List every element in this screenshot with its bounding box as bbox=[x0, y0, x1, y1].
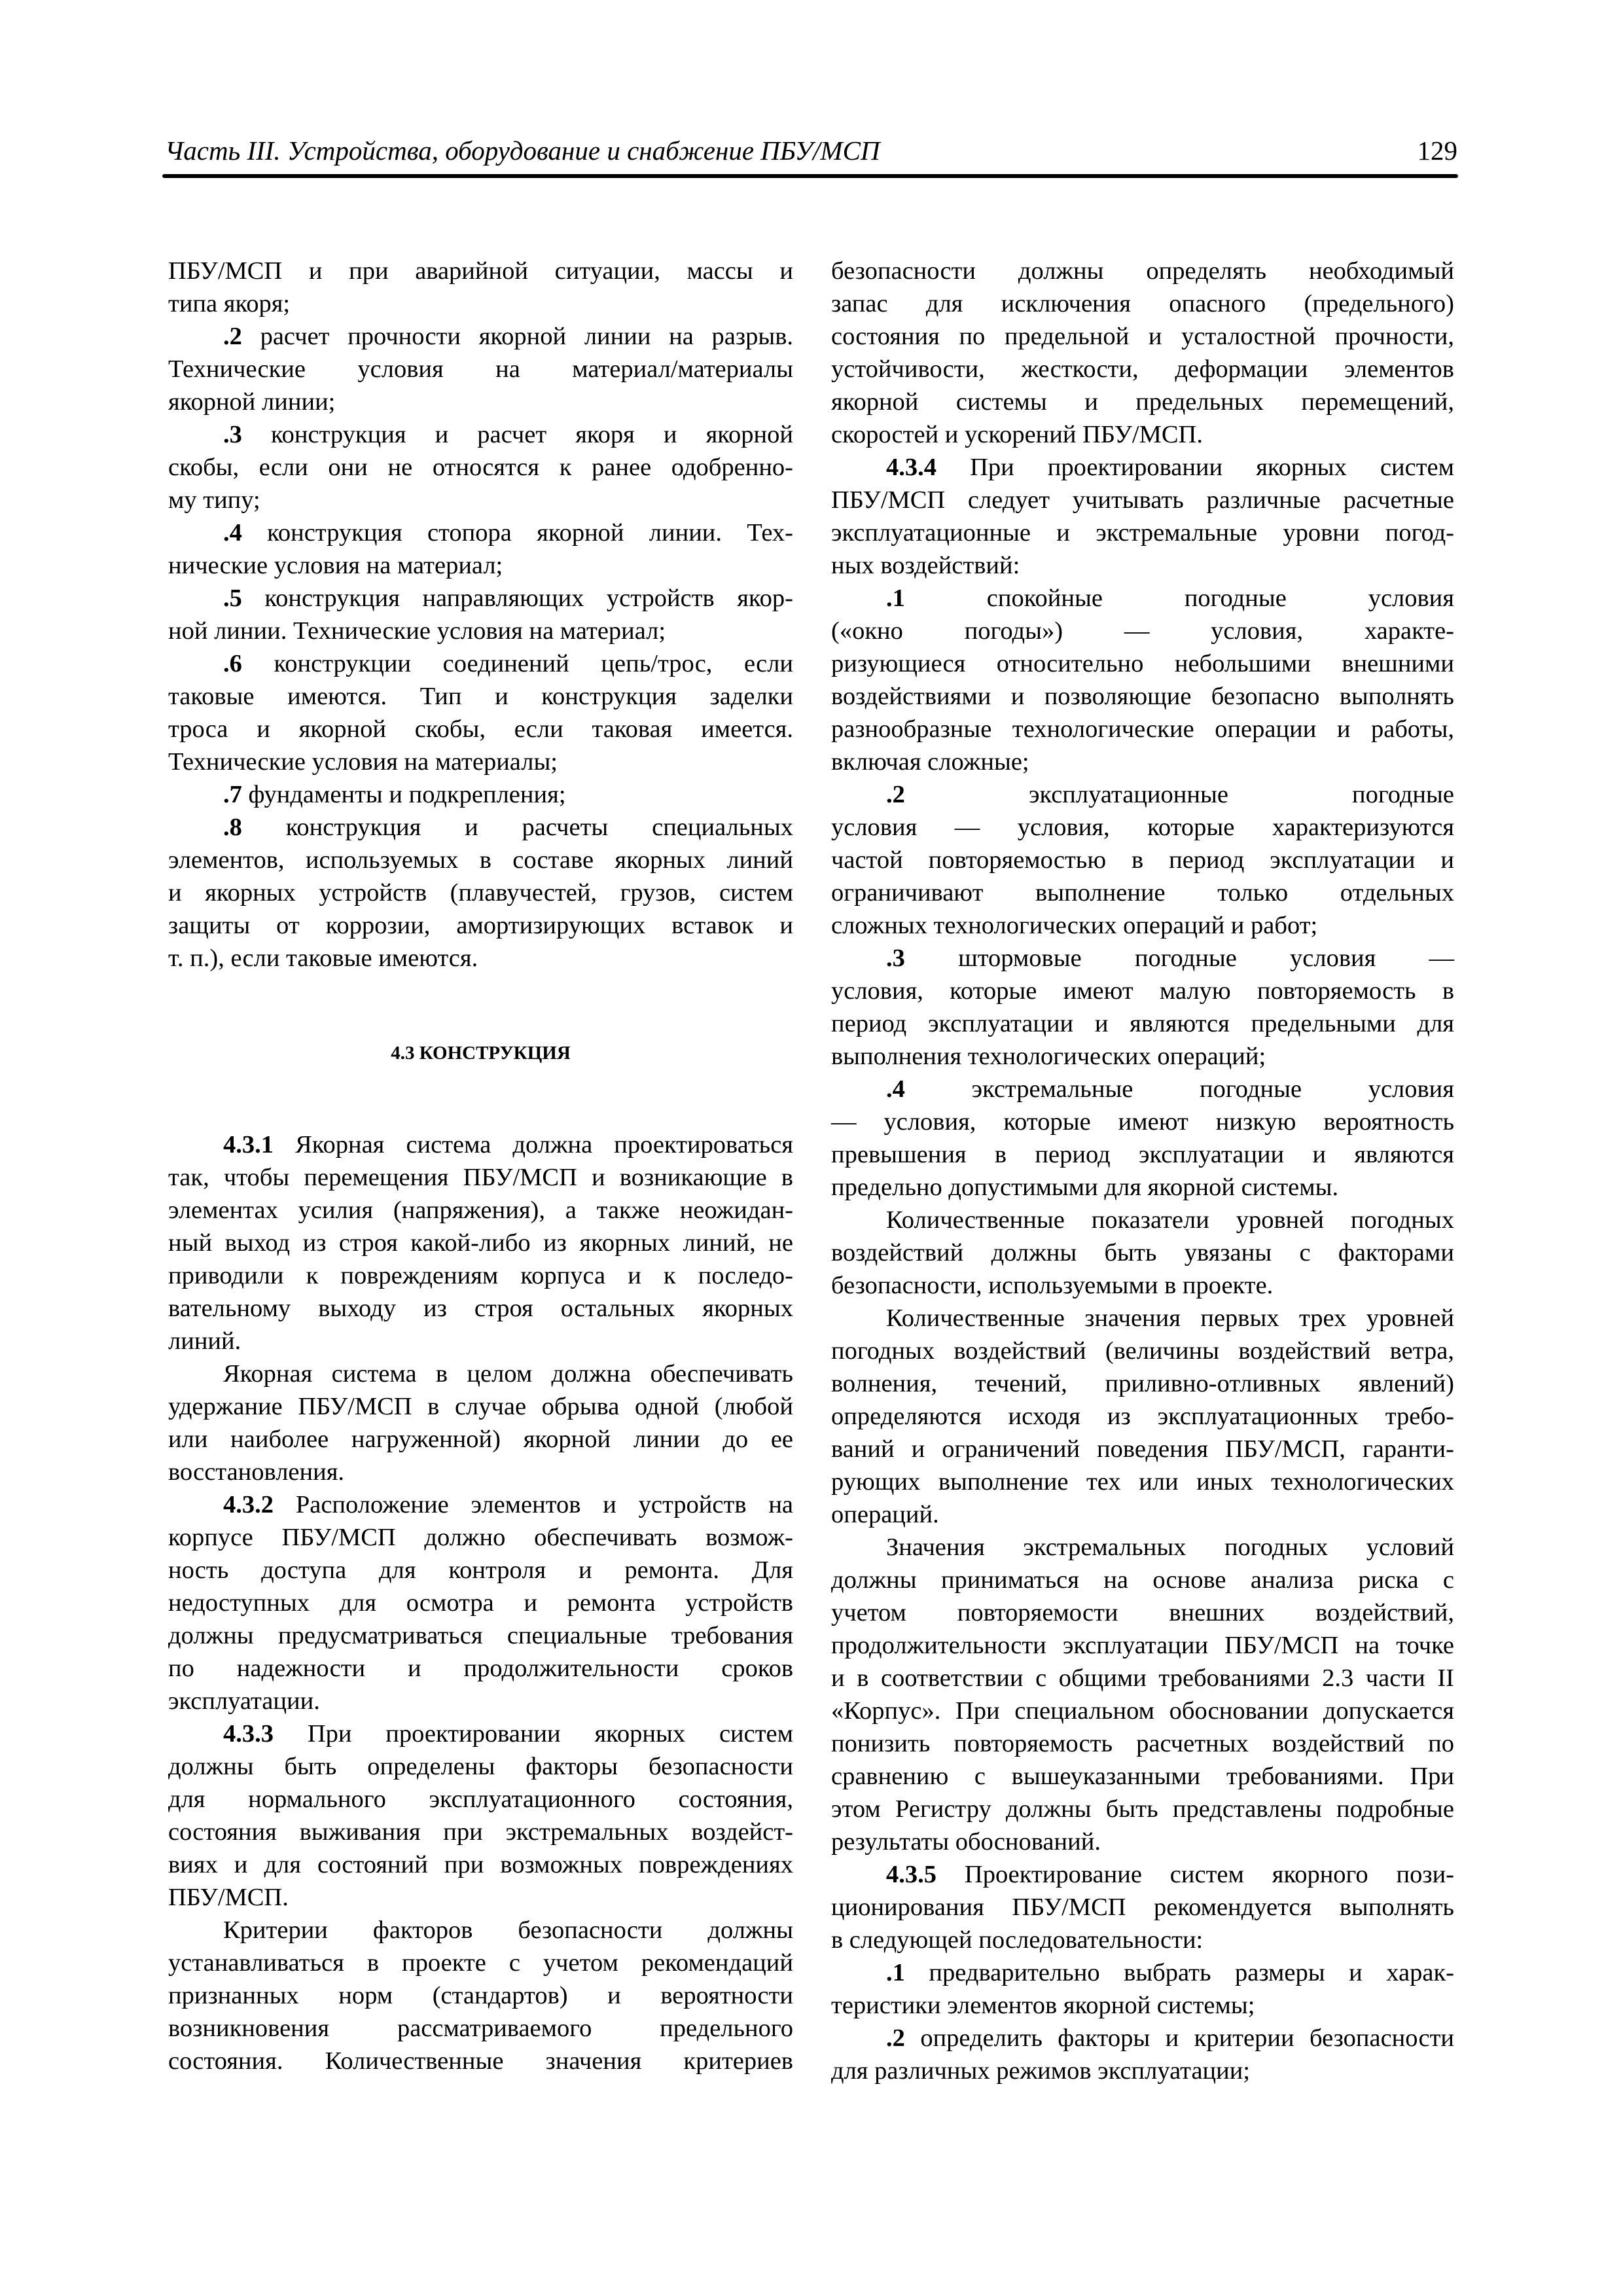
line-text: элементах усилия (напряжения), а также неожидан- bbox=[168, 1196, 793, 1224]
line-text: Значения экстремальных погодных условий bbox=[886, 1534, 1454, 1561]
line-text: состояния по предельной и усталостной прочности, bbox=[831, 323, 1454, 350]
text-line bbox=[831, 615, 1454, 647]
line-text: эксплуатации. bbox=[168, 1687, 320, 1715]
text-line bbox=[831, 647, 1454, 680]
text-line bbox=[831, 680, 1454, 713]
numbered-paragraph bbox=[168, 647, 793, 778]
text-line bbox=[168, 1194, 793, 1227]
text-line bbox=[168, 1554, 793, 1587]
right-column bbox=[831, 255, 1454, 2087]
paragraph bbox=[168, 255, 793, 320]
line-text: Количественные показатели уровней погодных bbox=[886, 1206, 1454, 1234]
text-line bbox=[168, 386, 793, 418]
numbered-paragraph bbox=[831, 1073, 1454, 1204]
line-text: — условия, которые имеют низкую вероятность bbox=[831, 1108, 1454, 1136]
text-line bbox=[831, 1171, 1454, 1204]
line-text: частой повторяемостью в период эксплуатации и bbox=[831, 846, 1454, 874]
numbered-paragraph bbox=[168, 1488, 793, 1717]
line-text: определяются исходя из эксплуатационных требо- bbox=[831, 1403, 1454, 1430]
line-text: ПБУ/МСП. bbox=[168, 1884, 289, 1911]
numbered-paragraph bbox=[831, 942, 1454, 1073]
text-line bbox=[168, 1423, 793, 1456]
line-text: эксплуатационные погодные bbox=[1028, 781, 1454, 808]
line-text: вательному выходу из строя остальных якорных bbox=[168, 1295, 793, 1322]
text-line bbox=[168, 1816, 793, 1848]
text-line bbox=[831, 1629, 1454, 1662]
text-line bbox=[168, 1488, 793, 1521]
text-line bbox=[831, 1465, 1454, 1498]
line-text: разнообразные технологические операции и работы, bbox=[831, 715, 1454, 743]
text-line bbox=[831, 844, 1454, 876]
line-text: защиты от коррозии, амортизирующих вставок и bbox=[168, 912, 793, 939]
line-text: троса и якорной скобы, если таковая имеется. bbox=[168, 715, 793, 743]
text-line bbox=[168, 1979, 793, 2012]
text-line bbox=[831, 1236, 1454, 1269]
paragraph bbox=[831, 1204, 1454, 1302]
clause-number: .2 bbox=[886, 2024, 905, 2052]
text-line bbox=[168, 1914, 793, 1946]
line-text: скоростей и ускорений ПБУ/МСП. bbox=[831, 421, 1203, 448]
line-text: элементов, используемых в составе якорных линий bbox=[168, 846, 793, 874]
paragraph bbox=[831, 255, 1454, 451]
text-line bbox=[831, 451, 1454, 484]
line-text: устанавливаться в проекте с учетом рекомендаций bbox=[168, 1949, 793, 1977]
line-text: этом Регистру должны быть представлены подробные bbox=[831, 1795, 1454, 1823]
line-text: конструкция стопора якорной линии. Тех- bbox=[267, 519, 793, 547]
clause-number: .5 bbox=[223, 584, 242, 612]
text-line bbox=[168, 418, 793, 451]
clause-number: .3 bbox=[886, 944, 905, 972]
line-text: теристики элементов якорной системы; bbox=[831, 1992, 1255, 2019]
text-line bbox=[168, 1750, 793, 1783]
line-text: понизить повторяемость расчетных воздействий по bbox=[831, 1730, 1454, 1757]
numbered-paragraph bbox=[168, 418, 793, 516]
text-line bbox=[168, 1357, 793, 1390]
line-text: («окно погоды») — условия, характе- bbox=[831, 617, 1454, 645]
left-column bbox=[168, 255, 793, 2077]
line-text: продолжительности эксплуатации ПБУ/МСП на точке bbox=[831, 1632, 1454, 1659]
text-line bbox=[168, 320, 793, 353]
line-text: и в соответствии с общими требованиями 2.3 части II bbox=[831, 1664, 1454, 1692]
text-line bbox=[168, 1456, 793, 1488]
numbered-paragraph bbox=[168, 1717, 793, 1914]
text-line bbox=[831, 353, 1454, 386]
line-text: учетом повторяемости внешних воздействий, bbox=[831, 1599, 1454, 1626]
line-text: конструкция и расчеты специальных bbox=[285, 814, 794, 841]
text-line bbox=[831, 1367, 1454, 1400]
numbered-paragraph bbox=[168, 516, 793, 582]
text-line bbox=[168, 1128, 793, 1161]
numbered-paragraph bbox=[831, 1858, 1454, 1956]
text-line bbox=[831, 2054, 1454, 2087]
line-text: виях и для состояний при возможных повреждениях bbox=[168, 1851, 793, 1878]
line-text: расчет прочности якорной линии на разрыв. bbox=[260, 323, 793, 350]
text-line bbox=[831, 1662, 1454, 1695]
text-line bbox=[168, 615, 793, 647]
text-line bbox=[831, 2022, 1454, 2054]
line-text: экстремальные погодные условия bbox=[971, 1075, 1454, 1103]
clause-number: .4 bbox=[886, 1075, 905, 1103]
text-line bbox=[168, 516, 793, 549]
paragraph bbox=[168, 1357, 793, 1488]
text-line bbox=[831, 713, 1454, 745]
line-text: выполнения технологических операций; bbox=[831, 1043, 1266, 1070]
text-line bbox=[831, 1760, 1454, 1793]
line-text: недоступных для осмотра и ремонта устройств bbox=[168, 1589, 793, 1617]
line-text: нические условия на материал; bbox=[168, 552, 503, 579]
line-text: восстановления. bbox=[168, 1458, 345, 1486]
line-text: ных воздействий: bbox=[831, 552, 1020, 579]
text-line bbox=[168, 1161, 793, 1194]
text-line bbox=[168, 451, 793, 484]
clause-number: .1 bbox=[886, 1959, 905, 1986]
line-text: условия, которые имеют малую повторяемость в bbox=[831, 977, 1454, 1005]
text-line bbox=[831, 484, 1454, 516]
text-line bbox=[831, 582, 1454, 615]
text-line bbox=[831, 1138, 1454, 1171]
line-text: ризующиеся относительно небольшими внешними bbox=[831, 650, 1454, 677]
line-text: приводили к повреждениям корпуса и к последо- bbox=[168, 1262, 793, 1289]
line-text: конструкция направляющих устройств якор- bbox=[264, 584, 793, 612]
text-line bbox=[168, 1259, 793, 1292]
text-line bbox=[831, 942, 1454, 975]
line-text: определить факторы и критерии безопасности bbox=[920, 2024, 1455, 2052]
line-text: фундаменты и подкрепления; bbox=[248, 781, 566, 808]
text-line bbox=[168, 811, 793, 844]
text-line bbox=[168, 1685, 793, 1717]
text-line bbox=[831, 418, 1454, 451]
text-line bbox=[831, 1564, 1454, 1596]
text-line bbox=[168, 255, 793, 287]
line-text: безопасности должны определять необходимый bbox=[831, 257, 1454, 285]
line-text: корпусе ПБУ/МСП должно обеспечивать возмож- bbox=[168, 1524, 793, 1551]
paragraph bbox=[831, 1531, 1454, 1858]
text-line bbox=[831, 1596, 1454, 1629]
numbered-paragraph bbox=[831, 451, 1454, 582]
line-text: При проектировании якорных систем bbox=[970, 454, 1454, 481]
line-text: должны приниматься на основе анализа риска с bbox=[831, 1566, 1454, 1594]
line-text: операций. bbox=[831, 1501, 939, 1528]
line-text: линий. bbox=[168, 1327, 241, 1355]
clause-number: 4.3.2 bbox=[223, 1491, 274, 1518]
text-line bbox=[168, 909, 793, 942]
line-text: для различных режимов эксплуатации; bbox=[831, 2057, 1251, 2085]
text-line bbox=[168, 1325, 793, 1357]
line-text: для нормального эксплуатационного состояния, bbox=[168, 1785, 793, 1813]
text-line bbox=[831, 386, 1454, 418]
line-text: и якорных устройств (плавучестей, грузов, систем bbox=[168, 879, 793, 906]
line-text: волнения, течений, приливно-отливных явлений) bbox=[831, 1370, 1454, 1397]
line-text: сложных технологических операций и работ; bbox=[831, 912, 1318, 939]
clause-number: 4.3.4 bbox=[886, 454, 936, 481]
line-text: должны предусматриваться специальные требования bbox=[168, 1622, 793, 1649]
line-text: по надежности и продолжительности сроков bbox=[168, 1655, 793, 1682]
text-line bbox=[168, 549, 793, 582]
text-line bbox=[168, 1881, 793, 1914]
numbered-paragraph bbox=[168, 778, 793, 811]
line-text: так, чтобы перемещения ПБУ/МСП и возникающие в bbox=[168, 1164, 793, 1191]
line-text: Якорная система должна проектироваться bbox=[295, 1131, 794, 1158]
text-line bbox=[831, 255, 1454, 287]
text-line bbox=[831, 1695, 1454, 1727]
line-text: ной линии. Технические условия на материал; bbox=[168, 617, 666, 645]
text-line bbox=[168, 353, 793, 386]
line-text: Расположение элементов и устройств на bbox=[295, 1491, 794, 1518]
text-line bbox=[168, 844, 793, 876]
page-number: 129 bbox=[1417, 135, 1457, 166]
text-line bbox=[831, 1989, 1454, 2022]
text-line bbox=[831, 1825, 1454, 1858]
text-line bbox=[168, 1521, 793, 1554]
numbered-paragraph bbox=[168, 582, 793, 647]
text-line bbox=[831, 1302, 1454, 1335]
text-line bbox=[831, 1793, 1454, 1825]
text-line bbox=[831, 876, 1454, 909]
line-text: Технические условия на материал/материалы bbox=[168, 355, 793, 383]
numbered-paragraph bbox=[168, 811, 793, 975]
line-text: «Корпус». При специальном обосновании допускается bbox=[831, 1697, 1454, 1725]
text-line bbox=[831, 745, 1454, 778]
line-text: Критерии факторов безопасности должны bbox=[223, 1916, 793, 1944]
line-text: му типу; bbox=[168, 486, 260, 514]
text-line bbox=[168, 484, 793, 516]
running-header bbox=[165, 135, 1457, 168]
text-line bbox=[831, 1858, 1454, 1891]
numbered-paragraph bbox=[831, 2022, 1454, 2087]
line-text: погодных воздействий (величины воздействий ветра, bbox=[831, 1337, 1454, 1365]
line-text: предельно допустимыми для якорной системы. bbox=[831, 1174, 1339, 1201]
line-text: Проектирование систем якорного пози- bbox=[964, 1861, 1455, 1888]
clause-number: .6 bbox=[223, 650, 242, 677]
clause-number: 4.3.5 bbox=[886, 1861, 936, 1888]
text-line bbox=[168, 287, 793, 320]
line-text: состояния выживания при экстремальных воздейст- bbox=[168, 1818, 793, 1846]
line-text: удержание ПБУ/МСП в случае обрыва одной (любой bbox=[168, 1393, 793, 1420]
line-text: штормовые погодные условия — bbox=[958, 944, 1454, 972]
line-text: рующих выполнение тех или иных технологических bbox=[831, 1468, 1454, 1496]
line-text: ный выход из строя какой-либо из якорных линий, не bbox=[168, 1229, 793, 1257]
line-text: результаты обоснований. bbox=[831, 1828, 1101, 1856]
line-text: предварительно выбрать размеры и харак- bbox=[929, 1959, 1454, 1986]
header-rule bbox=[162, 174, 1458, 178]
text-line bbox=[168, 2012, 793, 2045]
line-text: признанных норм (стандартов) и вероятности bbox=[168, 1982, 793, 2009]
line-text: ваний и ограничений поведения ПБУ/МСП, гаранти- bbox=[831, 1435, 1454, 1463]
line-text: конструкция и расчет якоря и якорной bbox=[270, 421, 794, 448]
text-line bbox=[831, 1073, 1454, 1105]
text-line bbox=[831, 778, 1454, 811]
text-line bbox=[831, 1727, 1454, 1760]
line-text: ограничивают выполнение только отдельных bbox=[831, 879, 1454, 906]
right-paragraphs bbox=[831, 255, 1454, 2087]
line-text: период эксплуатации и являются предельными для bbox=[831, 1010, 1454, 1037]
clause-number: .2 bbox=[886, 781, 905, 808]
numbered-paragraph bbox=[831, 1956, 1454, 2022]
line-text: включая сложные; bbox=[831, 748, 1029, 776]
line-text: Якорная система в целом должна обеспечивать bbox=[223, 1360, 793, 1388]
line-text: безопасности, используемыми в проекте. bbox=[831, 1272, 1274, 1299]
text-line bbox=[831, 1924, 1454, 1956]
text-line bbox=[831, 1956, 1454, 1989]
text-line bbox=[831, 975, 1454, 1007]
text-line bbox=[831, 1007, 1454, 1040]
clause-number: .2 bbox=[223, 323, 242, 350]
text-line bbox=[831, 1204, 1454, 1236]
text-line bbox=[168, 680, 793, 713]
line-text: спокойные погодные условия bbox=[986, 584, 1454, 612]
text-line bbox=[831, 811, 1454, 844]
clause-number: .1 bbox=[886, 584, 905, 612]
clause-number: 4.3.1 bbox=[223, 1131, 274, 1158]
text-line bbox=[831, 549, 1454, 582]
section-paragraphs bbox=[168, 1128, 793, 2077]
line-text: ПБУ/МСП и при аварийной ситуации, массы и bbox=[168, 257, 793, 285]
line-text: таковые имеются. Тип и конструкция заделки bbox=[168, 683, 793, 710]
text-line bbox=[168, 1848, 793, 1881]
numbered-paragraph bbox=[831, 778, 1454, 942]
line-text: т. п.), если таковые имеются. bbox=[168, 944, 478, 972]
line-text: ционирования ПБУ/МСП рекомендуется выполнять bbox=[831, 1893, 1454, 1921]
text-line bbox=[168, 2045, 793, 2077]
line-text: запас для исключения опасного (предельного) bbox=[831, 290, 1454, 317]
text-line bbox=[168, 582, 793, 615]
text-line bbox=[831, 1335, 1454, 1367]
text-line bbox=[831, 1498, 1454, 1531]
text-line bbox=[168, 1587, 793, 1619]
paragraph bbox=[831, 1302, 1454, 1531]
text-line bbox=[831, 1433, 1454, 1465]
text-line bbox=[831, 909, 1454, 942]
numbered-paragraph bbox=[168, 1128, 793, 1357]
paragraph bbox=[168, 1914, 793, 2077]
text-line bbox=[831, 320, 1454, 353]
text-line bbox=[168, 1227, 793, 1259]
text-line bbox=[831, 1400, 1454, 1433]
line-text: воздействий должны быть увязаны с факторами bbox=[831, 1239, 1454, 1266]
text-line bbox=[168, 647, 793, 680]
line-text: якорной линии; bbox=[168, 388, 336, 416]
text-line bbox=[168, 1946, 793, 1979]
clause-number: .8 bbox=[223, 814, 242, 841]
clause-number: .7 bbox=[223, 781, 242, 808]
text-line bbox=[831, 1531, 1454, 1564]
line-text: При проектировании якорных систем bbox=[307, 1720, 793, 1748]
text-line bbox=[831, 287, 1454, 320]
line-text: превышения в период эксплуатации и являются bbox=[831, 1141, 1454, 1168]
numbered-paragraph bbox=[831, 582, 1454, 778]
text-line bbox=[168, 1652, 793, 1685]
line-text: или наиболее нагруженной) якорной линии до ее bbox=[168, 1426, 793, 1453]
line-text: воздействиями и позволяющие безопасно выполнять bbox=[831, 683, 1454, 710]
line-text: возникновения рассматриваемого предельного bbox=[168, 2015, 793, 2042]
line-text: сравнению с вышеуказанными требованиями. При bbox=[831, 1763, 1454, 1790]
line-text: якорной системы и предельных перемещений, bbox=[831, 388, 1454, 416]
text-line bbox=[168, 1390, 793, 1423]
text-line bbox=[168, 876, 793, 909]
line-text: конструкции соединений цепь/трос, если bbox=[274, 650, 794, 677]
clause-number: 4.3.3 bbox=[223, 1720, 274, 1748]
text-line bbox=[831, 516, 1454, 549]
clause-number: .3 bbox=[223, 421, 242, 448]
text-line bbox=[831, 1269, 1454, 1302]
line-text: состояния. Количественные значения критериев bbox=[168, 2047, 793, 2075]
left-paragraphs bbox=[168, 255, 793, 975]
text-line bbox=[168, 942, 793, 975]
line-text: должны быть определены факторы безопасности bbox=[168, 1753, 793, 1780]
text-line bbox=[168, 1783, 793, 1816]
line-text: в следующей последовательности: bbox=[831, 1926, 1204, 1954]
line-text: скобы, если они не относятся к ранее одобренно- bbox=[168, 454, 793, 481]
line-text: типа якоря; bbox=[168, 290, 291, 317]
line-text: ПБУ/МСП следует учитывать различные расчетные bbox=[831, 486, 1454, 514]
numbered-paragraph bbox=[168, 320, 793, 418]
line-text: ность доступа для контроля и ремонта. Для bbox=[168, 1556, 793, 1584]
text-line bbox=[168, 1717, 793, 1750]
text-line bbox=[831, 1040, 1454, 1073]
text-line bbox=[831, 1105, 1454, 1138]
text-line bbox=[168, 1619, 793, 1652]
clause-number: .4 bbox=[223, 519, 242, 547]
text-line bbox=[168, 1292, 793, 1325]
text-line bbox=[168, 745, 793, 778]
text-line bbox=[168, 713, 793, 745]
line-text: Технические условия на материалы; bbox=[168, 748, 558, 776]
line-text: условия — условия, которые характеризуются bbox=[831, 814, 1454, 841]
text-line bbox=[168, 778, 793, 811]
line-text: эксплуатационные и экстремальные уровни погод- bbox=[831, 519, 1454, 547]
text-line bbox=[831, 1891, 1454, 1924]
section-heading: 4.3 КОНСТРУКЦИЯ bbox=[391, 1043, 571, 1064]
running-header-title: Часть III. Устройства, оборудование и снабжение ПБУ/МСП bbox=[165, 135, 880, 166]
line-text: устойчивости, жесткости, деформации элементов bbox=[831, 355, 1454, 383]
line-text: Количественные значения первых трех уровней bbox=[886, 1304, 1454, 1332]
